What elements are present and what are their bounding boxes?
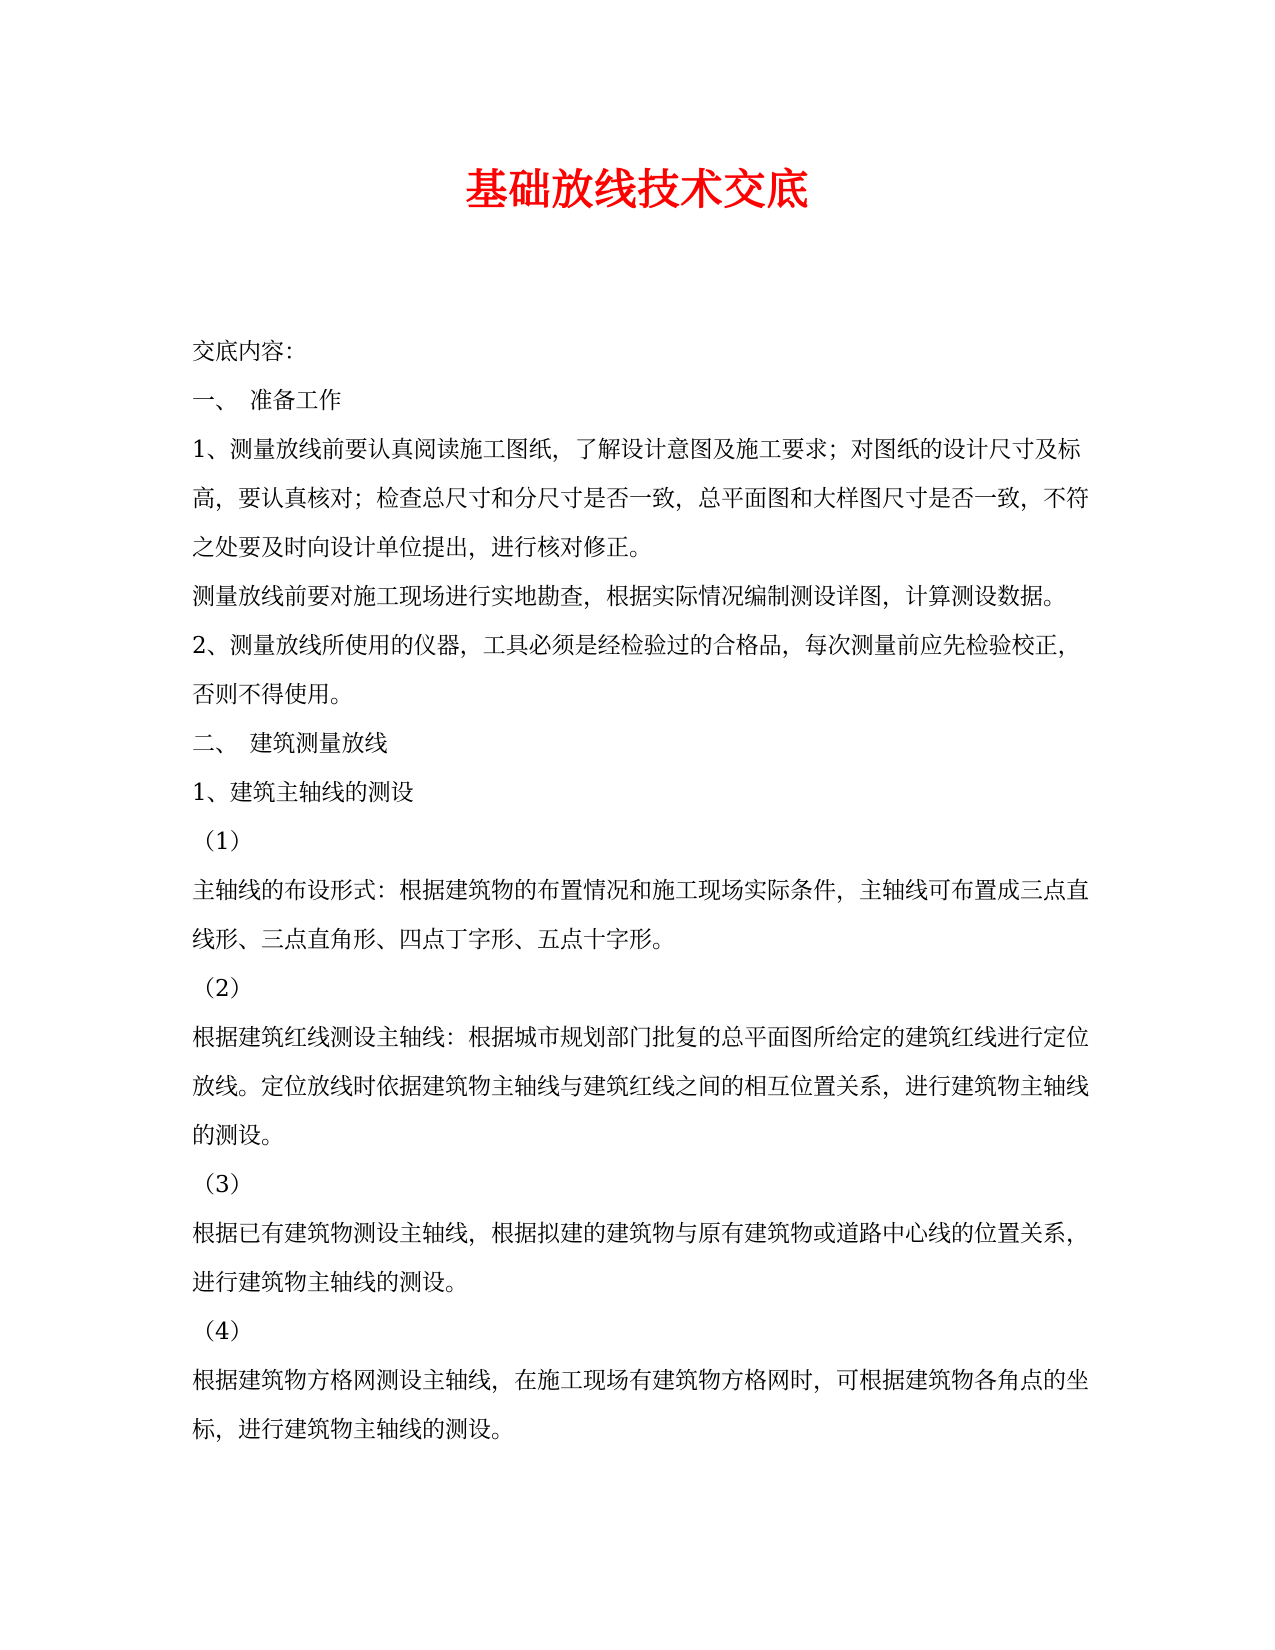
paragraph-item-2: 2、测量放线所使用的仪器，工具必须是经检验过的合格品，每次测量前应先检验校正，否则不得使用。 [192, 633, 1081, 708]
paragraph-item-1: 1、测量放线前要认真阅读施工图纸，了解设计意图及施工要求；对图纸的设计尺寸及标高，要认真核对；检查总尺寸和分尺寸是否一致，总平面图和大样图尺寸是否一致，不符之处要及时向设计单位提出，进行核对修正。 [192, 437, 1089, 561]
list-marker-4: （4） [192, 1319, 253, 1345]
document-body [192, 328, 1092, 1455]
list-marker-3: （3） [192, 1172, 253, 1198]
paragraph-red-line: 根据建筑红线测设主轴线：根据城市规划部门批复的总平面图所给定的建筑红线进行定位放线。定位放线时依据建筑物主轴线与建筑红线之间的相互位置关系，进行建筑物主轴线的测设。 [192, 1025, 1089, 1149]
paragraph-axis-layout: 主轴线的布设形式：根据建筑物的布置情况和施工现场实际条件，主轴线可布置成三点直线形、三点直角形、四点丁字形、五点十字形。 [192, 878, 1089, 953]
section-heading-preparation: 一、 准备工作 [192, 388, 342, 414]
paragraph-grid: 根据建筑物方格网测设主轴线，在施工现场有建筑物方格网时，可根据建筑物各角点的坐标，进行建筑物主轴线的测设。 [192, 1368, 1089, 1443]
document-title: 基础放线技术交底 [465, 165, 810, 214]
list-marker-1: （1） [192, 829, 253, 855]
subheading-main-axis: 1、建筑主轴线的测设 [192, 780, 414, 806]
paragraph-intro: 交底内容： [192, 339, 307, 365]
section-heading-building-survey: 二、 建筑测量放线 [192, 731, 388, 757]
paragraph-site-survey: 测量放线前要对施工现场进行实地勘查，根据实际情况编制测设详图，计算测设数据。 [192, 584, 1066, 610]
list-marker-2: （2） [192, 976, 253, 1002]
paragraph-existing-building: 根据已有建筑物测设主轴线，根据拟建的建筑物与原有建筑物或道路中心线的位置关系，进行建筑物主轴线的测设。 [192, 1221, 1089, 1296]
